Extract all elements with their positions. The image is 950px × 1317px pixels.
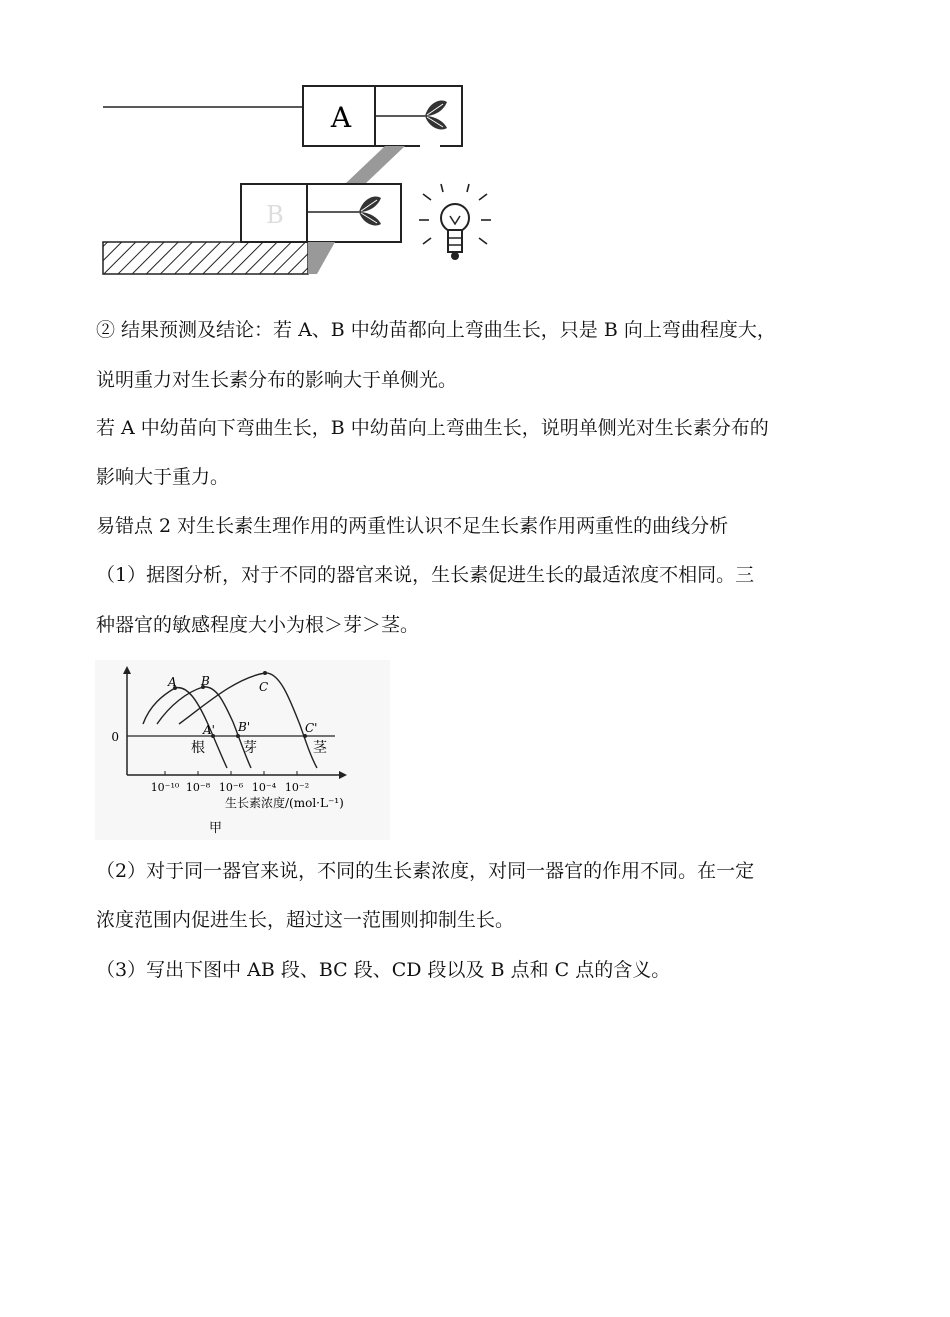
series-bud-name: 芽 <box>243 740 257 756</box>
connector-bar <box>345 146 405 184</box>
series-root-name: 根 <box>191 740 205 756</box>
paragraph-alt-line2: 影响大于重力。 <box>96 466 230 488</box>
paragraph-analysis2-line1: （2）对于同一器官来说，不同的生长素浓度，对同一器官的作用不同。在一定 <box>96 860 755 882</box>
paragraph-alt-line1: 若 A 中幼苗向下弯曲生长，B 中幼苗向上弯曲生长，说明单侧光对生长素分布的 <box>96 417 769 439</box>
label-b-prime: B' <box>238 720 251 734</box>
apparatus-figure <box>95 70 505 285</box>
box-b-label: B <box>266 201 284 229</box>
y-tick-zero: 0 <box>111 730 119 744</box>
label-a-prime: A' <box>203 723 215 737</box>
paragraph-error-point: 易错点 2 对生长素生理作用的两重性认识不足生长素作用两重性的曲线分析 <box>96 515 729 537</box>
point-b-prime <box>236 734 240 738</box>
hatched-base <box>103 242 308 274</box>
x-axis-label: 生长素浓度/(mol·L⁻¹) <box>225 796 344 810</box>
point-c <box>263 671 267 675</box>
paragraph-analysis2-line2: 浓度范围内促进生长，超过这一范围则抑制生长。 <box>96 909 515 931</box>
light-bulb-icon <box>419 184 491 260</box>
label-c: C <box>259 680 269 694</box>
box-a-label: A <box>330 101 352 134</box>
paragraph-analysis1-line2: 种器官的敏感程度大小为根＞芽＞茎。 <box>96 614 420 636</box>
series-stem-name: 茎 <box>313 740 327 756</box>
box-a <box>303 86 462 146</box>
x-tick-label: 10⁻⁴ <box>251 781 277 794</box>
label-b: B <box>201 674 210 688</box>
paragraph-result-line2: 说明重力对生长素分布的影响大于单侧光。 <box>96 369 458 391</box>
base-support <box>308 242 335 274</box>
chart-title: 甲 <box>209 821 223 836</box>
x-tick-label: 10⁻⁸ <box>185 781 211 794</box>
paragraph-question3: （3）写出下图中 AB 段、BC 段、CD 段以及 B 点和 C 点的含义。 <box>96 959 671 981</box>
box-b <box>241 184 401 242</box>
x-tick-label: 10⁻¹⁰ <box>150 781 180 794</box>
paragraph-analysis1-line1: （1）据图分析，对于不同的器官来说，生长素促进生长的最适浓度不相同。三 <box>96 564 755 586</box>
seedling-a-icon <box>425 101 447 130</box>
x-tick-label: 10⁻² <box>284 781 310 794</box>
paragraph-result-line1: ② 结果预测及结论：若 A、B 中幼苗都向上弯曲生长，只是 B 向上弯曲程度大， <box>96 319 776 341</box>
x-tick-label: 10⁻⁶ <box>218 781 244 794</box>
label-c-prime: C' <box>305 721 318 735</box>
label-a: A <box>168 675 177 689</box>
auxin-chart <box>95 660 390 840</box>
